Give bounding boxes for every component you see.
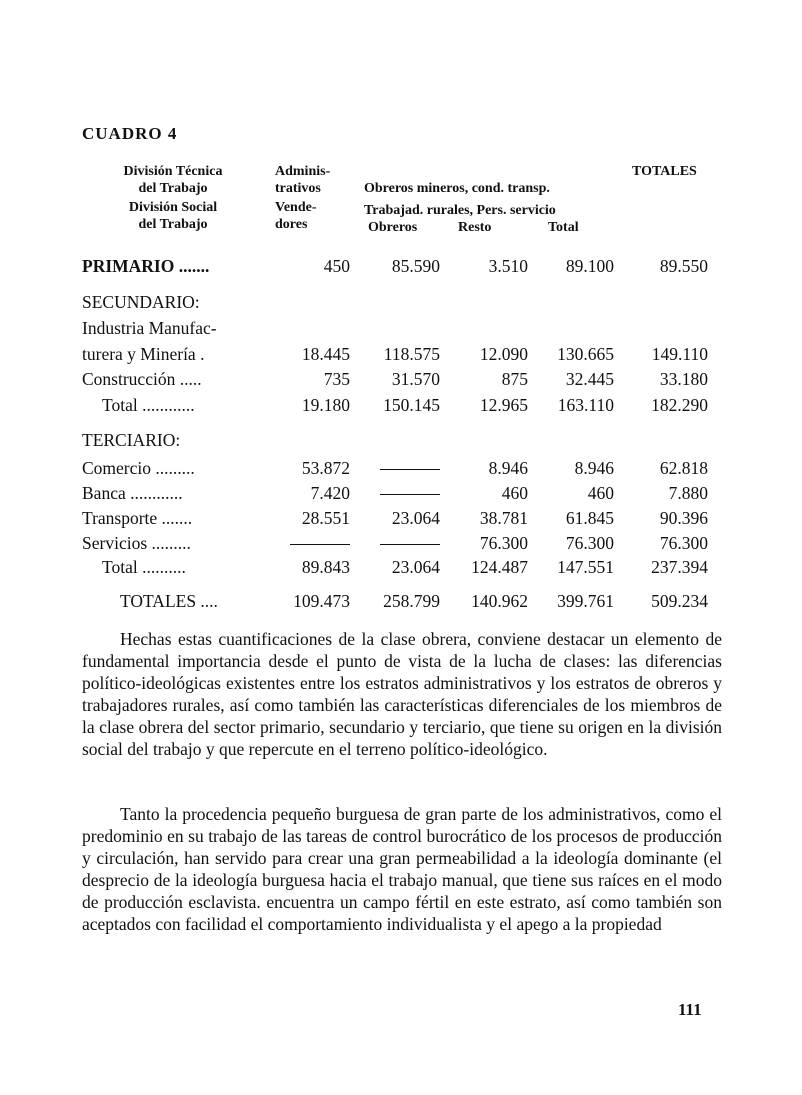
header-col0: División Técnica del Trabajo División Social del Trabajo: [123, 164, 223, 232]
cell-resto: 12.965: [479, 395, 528, 415]
cell-obreros: 85.590: [391, 256, 440, 276]
cell-totales: 89.550: [659, 256, 708, 276]
row-label: Banca ............: [82, 483, 183, 503]
cell-resto: 76.300: [479, 533, 528, 553]
cell-obreros-dash: [360, 458, 440, 479]
cell-totales: 509.234: [651, 591, 708, 611]
cell-totales: 90.396: [659, 508, 708, 528]
cell-resto: 140.962: [471, 591, 528, 611]
header-sub-resto: Resto: [458, 220, 492, 235]
cell-totales: 237.394: [651, 557, 708, 577]
cell-total: 399.761: [557, 591, 614, 611]
cell-resto: 124.487: [471, 557, 528, 577]
body-paragraph: Tanto la procedencia pequeño burguesa de gran parte de los administrativos, como el predominio en su trabajo de las tareas de control burocrático de los procesos de producción y circulación, han servido para crear una gran permeabilidad a la ideología dominante (el desprecio de la ideología burguesa hacia el trabajo manual, que tiene sus raíces en el modo de producción esclavista. encuentra un campo fértil en este estrato, así como también son aceptados con facilidad el comportamiento individualista y el apego a la propiedad: [82, 804, 722, 934]
cell-administrativos: 28.551: [301, 508, 350, 528]
cell-total: 8.946: [574, 458, 614, 478]
body-paragraph: Hechas estas cuantificaciones de la clase obrera, conviene destacar un elemento de fundamental importancia desde el punto de vista de la lucha de clases: las diferencias político-ideológicas existentes entre los estratos administrativos y los estratos de obreros y trabajadores rurales, así como también las características diferenciales de los miembros de la clase obrera del sector primario, secundario y terciario, que tiene su origen en la división social del trabajo y que repercute en el terreno político-ideológico.: [82, 629, 722, 759]
cell-total: 89.100: [565, 256, 614, 276]
header-sub-total: Total: [548, 220, 579, 235]
cell-administrativos: 19.180: [301, 395, 350, 415]
cell-total: 130.665: [557, 344, 614, 364]
cell-resto: 12.090: [479, 344, 528, 364]
cell-total: 61.845: [565, 508, 614, 528]
header-col1: Adminis- trativos Vende- dores: [275, 164, 331, 232]
cell-obreros: 23.064: [391, 508, 440, 528]
cell-totales: 182.290: [651, 395, 708, 415]
cell-resto: 38.781: [479, 508, 528, 528]
row-label: Servicios .........: [82, 533, 191, 553]
cell-total: 76.300: [565, 533, 614, 553]
cell-resto: 460: [501, 483, 528, 503]
cell-administrativos: 18.445: [301, 344, 350, 364]
cell-totales: 33.180: [659, 369, 708, 389]
header-group-line1: Obreros mineros, cond. transp.: [364, 181, 550, 196]
row-label: Total ..........: [102, 557, 186, 577]
cell-totales: 76.300: [659, 533, 708, 553]
cell-total: 147.551: [557, 557, 614, 577]
cell-administrativos: 7.420: [310, 483, 350, 503]
cell-administrativos: 109.473: [293, 591, 350, 611]
cell-administrativos: 53.872: [301, 458, 350, 478]
row-label: TOTALES ....: [120, 591, 218, 611]
cell-administrativos: 89.843: [301, 557, 350, 577]
cell-obreros: 23.064: [391, 557, 440, 577]
cell-total: 163.110: [557, 395, 614, 415]
cell-administrativos: 450: [323, 256, 350, 276]
row-label: Transporte .......: [82, 508, 193, 528]
cell-resto: 8.946: [488, 458, 528, 478]
row-label: Construcción .....: [82, 369, 202, 389]
cell-obreros: 31.570: [391, 369, 440, 389]
cell-totales: 62.818: [659, 458, 708, 478]
cell-total: 460: [587, 483, 614, 503]
row-label: PRIMARIO .......: [82, 256, 210, 276]
section-title-terciario: TERCIARIO:: [82, 430, 181, 450]
cell-totales: 7.880: [668, 483, 708, 503]
section-title-secundario: SECUNDARIO:: [82, 292, 200, 312]
cell-obreros: 118.575: [383, 344, 440, 364]
cell-totales: 149.110: [651, 344, 708, 364]
cell-obreros: 258.799: [383, 591, 440, 611]
table-caption: CUADRO 4: [82, 124, 178, 143]
cell-total: 32.445: [565, 369, 614, 389]
header-totales: TOTALES: [632, 164, 697, 179]
row-label: Total ............: [102, 395, 195, 415]
header-sub-obreros: Obreros: [368, 220, 418, 235]
cell-resto: 875: [501, 369, 528, 389]
cell-administrativos: 735: [323, 369, 350, 389]
row-label: turera y Minería .: [82, 344, 205, 364]
cell-administrativos-dash: [270, 533, 350, 554]
header-group-line2: Trabajad. rurales, Pers. servicio: [364, 203, 556, 218]
cell-obreros-dash: [360, 483, 440, 504]
page-number: 111: [678, 1000, 702, 1019]
row-label: Comercio .........: [82, 458, 195, 478]
cell-obreros: 150.145: [383, 395, 440, 415]
cell-resto: 3.510: [488, 256, 528, 276]
row-label-line: Industria Manufac-: [82, 318, 217, 338]
cell-obreros-dash: [360, 533, 440, 554]
